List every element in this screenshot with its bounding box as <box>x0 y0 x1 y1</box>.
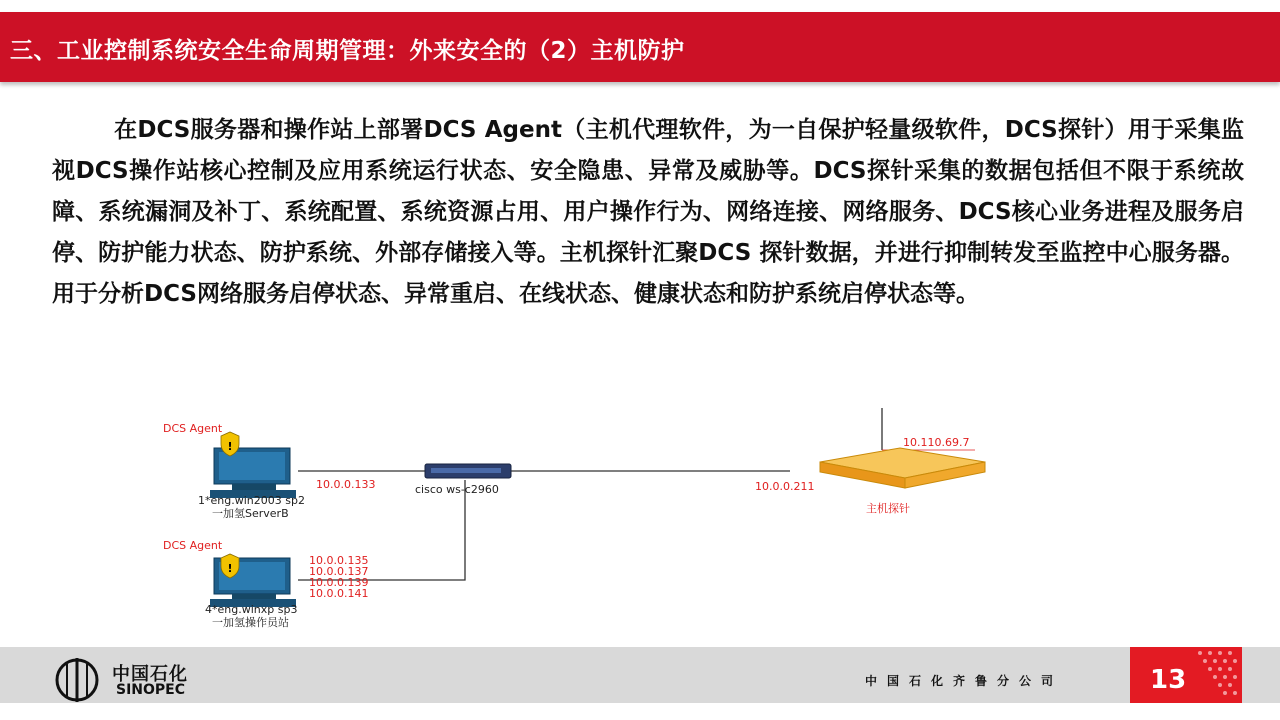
page-number: 13 <box>1150 665 1187 695</box>
company-name: 中国石化齐鲁分公司 <box>865 674 1064 688</box>
slide-title: 三、工业控制系统安全生命周期管理：外来安全的（2）主机防护 <box>10 38 685 64</box>
switch-icon <box>425 464 511 478</box>
logo-chinese: 中国石化 <box>112 664 188 685</box>
computer-icon-agent2 <box>210 554 296 607</box>
agent2-name: 4*eng.winxp sp3 <box>205 603 298 616</box>
probe-ip-out: 10.110.69.7 <box>903 436 970 449</box>
footer-bar <box>0 647 1280 703</box>
probe-label: 主机探针 <box>866 502 910 515</box>
computer-icon-agent1 <box>210 432 296 498</box>
agent1-desc: 一加氢ServerB <box>212 507 289 520</box>
svg-text:!: ! <box>227 440 233 453</box>
probe-ip-in: 10.0.0.211 <box>755 480 815 493</box>
agent2-ip-4: 10.0.0.141 <box>309 587 369 600</box>
sinopec-logo-icon <box>52 656 102 704</box>
logo-english: SINOPEC <box>116 682 186 698</box>
dot-pattern-icon <box>1180 647 1242 703</box>
agent2-ip-3: 10.0.0.139 <box>309 576 369 589</box>
agent1-ip: 10.0.0.133 <box>316 478 376 491</box>
agent1-tag: DCS Agent <box>163 422 223 435</box>
agent2-ip-2: 10.0.0.137 <box>309 565 369 578</box>
agent2-desc: 一加氢操作员站 <box>212 616 289 629</box>
svg-text:!: ! <box>227 562 233 575</box>
body-paragraph: 在DCS服务器和操作站上部署DCS Agent（主机代理软件，为一自保护轻量级软件，DCS探针）用于采集监视DCS操作站核心控制及应用系统运行状态、安全隐患、异常及威胁等。DCS探针采集的数据包括但不限于系统故障、系统漏洞及补丁、系统配置、系统资源占用、用户操作行为、网络连接、网络服务、DCS核心业务进程及服务启停、防护能力状态、防护系统、外部存储接入等。主机探针汇聚DCS 探针数据，并进行抑制转发至监控中心服务器。用于分析DCS网络服务启停状态、异常重启、在线状态、健康状态和防护系统启停状态等。 <box>52 117 1244 307</box>
network-diagram <box>0 400 1280 640</box>
probe-appliance-icon <box>820 448 985 488</box>
network-lines <box>0 400 1280 640</box>
agent2-tag: DCS Agent <box>163 539 223 552</box>
agent1-name: 1*eng.win2003 sp2 <box>198 494 305 507</box>
title-bar <box>0 12 1280 82</box>
agent2-ip-1: 10.0.0.135 <box>309 554 369 567</box>
page-number-box <box>1130 647 1242 703</box>
switch-label: cisco ws-c2960 <box>415 483 499 496</box>
